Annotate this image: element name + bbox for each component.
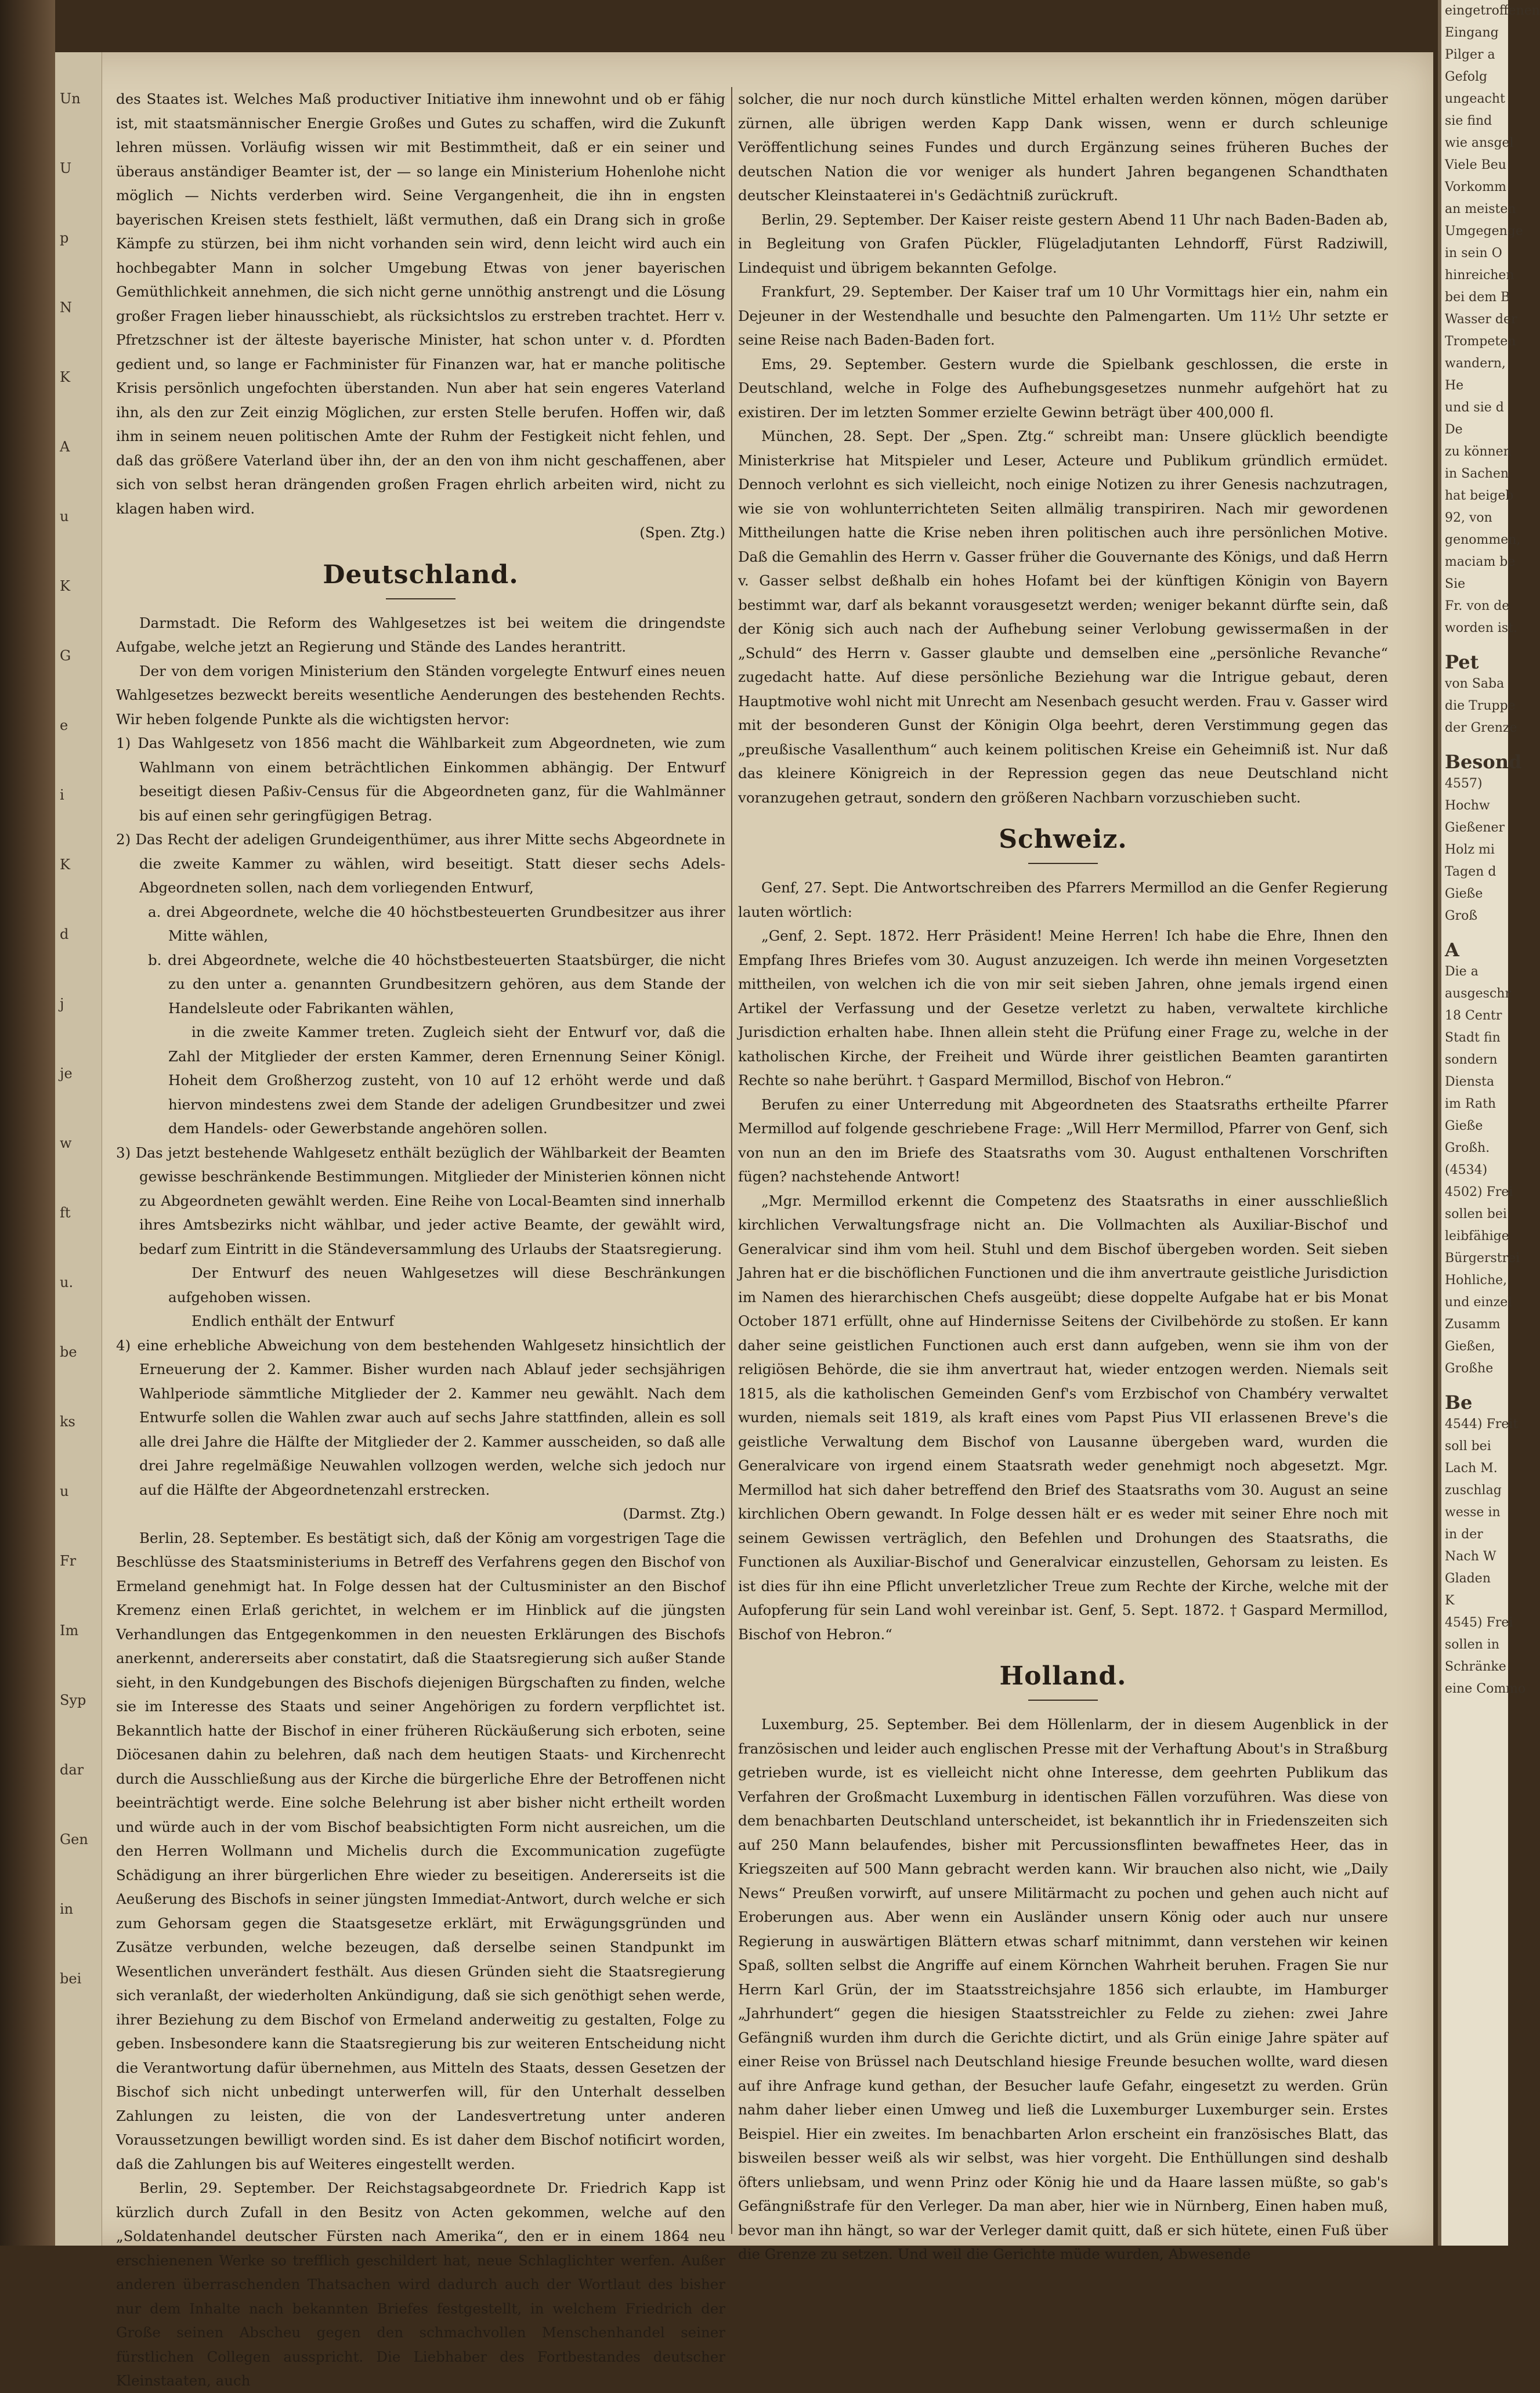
- next-page-fragment: 92, von: [1445, 511, 1492, 525]
- gutter-fragment: w: [60, 1135, 72, 1151]
- next-page-fragment: Fr. von de: [1445, 599, 1510, 613]
- next-page-fragment: Gießener: [1445, 820, 1505, 835]
- gutter-fragment: je: [60, 1065, 73, 1082]
- gutter-fragment: dar: [60, 1762, 84, 1778]
- gutter-fragment: Un: [60, 91, 81, 107]
- gutter-fragment: Im: [60, 1622, 79, 1639]
- next-page-fragment: eingetroffenen: [1445, 3, 1540, 18]
- next-page-fragment: 18 Centr: [1445, 1008, 1502, 1023]
- list-subitem-b: b. drei Abgeordnete, welche die 40 höchstbesteuerten Staatsbürger, die nicht zu den unter a. genannten Grundbesitzern gehören, aus dem Stande der Handelsleute oder Fabrikanten wählen,: [148, 951, 725, 1017]
- next-page-fragment: zuschlag: [1445, 1483, 1502, 1498]
- article-berlin-29: Berlin, 29. September. Der Reichstagsabgeordnete Dr. Friedrich Kapp ist kürzlich durch Zufall in den Besitz von Acten gekommen, welche auf den „Soldatenhandel deutscher Fürsten nach Amerika“, den er in einem 1864 neu erschienenen Werke so trefflich geschildert hat, neue Schlaglichter werfen. Außer anderen überraschenden Thatsachen wird dadurch auch der Wortlaut des bisher nur dem Inhalte nach bekannten Briefes festgestellt, in welchem Friedrich der Große seinen Abscheu gegen den schmachvollen Menschenhandel seiner fürstlichen Collegen ausspricht. Die Liebhaber des Fortbestandes deutscher Kleinstaaten, auch: [116, 2179, 725, 2389]
- gutter-fragment: u: [60, 508, 69, 525]
- gutter-fragment: N: [60, 299, 72, 316]
- next-page-fragment: an meisten: [1445, 202, 1516, 216]
- next-page-fragment: bei dem B: [1445, 290, 1510, 305]
- gutter-fragment: in: [60, 1901, 74, 1917]
- next-page-fragment: leibfähige: [1445, 1229, 1509, 1244]
- scan-background-left: [0, 0, 55, 2246]
- gutter-fragment: bei: [60, 1971, 82, 1987]
- list-item-3: 3) Das jetzt bestehende Wahlgesetz enthält bezüglich der Wählbarkeit der Beamten gewisse beschränkende Bestimmungen. Mitglieder der Ministerien können nicht zu Abgeordneten gewählt werden. Eine Reihe von Local-Beamten sind innerhalb ihres Amtsbezirks nicht wählbar, und jeder active Beamte, der gewählt wird, bedarf zum Eintritt in die Ständeversammlung des Urlaubs der Staatsregierung.: [116, 1144, 725, 1257]
- article-muenchen: München, 28. Sept. Der „Spen. Ztg.“ schreibt man: Unsere glücklich beendigte Ministerkrise hat Mitspieler und Leser, Acteure und Publikum gründlich ermüdet. Dennoch verlohnt es sich vielleicht, noch einige Notizen zu ihrer Genesis nachzutragen, wie sie von wohlunterrichteten Seiten allmälig transpiriren. Nach mir gewordenen Mittheilungen hatte die Krise neben ihren politischen auch ihre persönlichen Motive. Daß die Gemahlin des Herrn v. Gasser früher die Gouvernante des Königs, und daß Herrn v. Gasser selbst deßhalb ein hohes Hofamt bei der künftigen Königin von Bayern bestimmt war, darf als bekannt vorausgesetzt werden; weniger bekannt dürfte sein, daß der König sich auch nach der Aufhebung seiner Verlobung gewissermaßen in der „Schuld“ des Herrn v. Gasser glaubte und demselben eine „persönliche Revanche“ zugedacht hatte. Auf diese persönliche Beziehung war die Intrigue gebaut, deren Hauptmotive wohl nicht mit Unrecht am Nesenbach gesucht werden. Frau v. Gasser wird mit der besonderen Gunst der Königin Olga beehrt, deren Verstimmung gegen das „preußische Vasallenthum“ auch keinem politischen Kreise ein Geheimniß ist. Nur daß das kleinere Königreich in der Repression gegen das neue Deutschland nicht voranzugehen getraut, sondern den größeren Nachbarn vorzuschieben sucht.: [738, 428, 1388, 806]
- next-page-fragment: De: [1445, 422, 1463, 437]
- list-item-1: 1) Das Wahlgesetz von 1856 macht die Wählbarkeit zum Abgeordneten, wie zum Wahlmann von einem beträchtlichen Einkommen abhängig. Der Entwurf beseitigt diesen Paßiv-Census für die Abgeordneten ganz, für die Wahlmänner bis auf einen sehr geringfügigen Betrag.: [116, 735, 725, 824]
- gutter-fragment: j: [60, 996, 64, 1012]
- list-subitem-a: a. drei Abgeordnete, welche die 40 höchstbesteuerten Grundbesitzer aus ihrer Mitte wählen,: [148, 903, 725, 944]
- next-page-fragment: Lach M.: [1445, 1461, 1498, 1476]
- next-page-fragment: Tagen d: [1445, 865, 1496, 879]
- list-item-2: 2) Das Recht der adeligen Grundeigenthümer, aus ihrer Mitte sechs Abgeordnete in die zweite Kammer zu wählen, wird beseitigt. Statt dieser sechs Adels-Abgeordneten sollen, nach dem vorliegenden Entwurf,: [116, 831, 725, 896]
- next-page-fragment: zu können: [1445, 444, 1512, 459]
- next-page-fragment: Pilger a: [1445, 48, 1495, 62]
- next-page-fragment: Gießen,: [1445, 1339, 1495, 1354]
- next-page-fragment: Die a: [1445, 964, 1478, 979]
- next-page-fragment: sondern: [1445, 1053, 1498, 1067]
- next-page-heading: Be: [1445, 1391, 1473, 1414]
- next-page-fragment: Viele Beu: [1445, 158, 1506, 172]
- next-page-fragment: Gieße: [1445, 1119, 1483, 1133]
- next-page-fragment: Vorkomm: [1445, 180, 1506, 194]
- article-darmstadt-lead: Darmstadt. Die Reform des Wahlgesetzes ist bei weitem die dringendste Aufgabe, welche jetzt an Regierung und Stände des Landes herantritt.: [116, 614, 725, 655]
- next-page-fragment: sollen in: [1445, 1637, 1499, 1652]
- gutter-fragment: Syp: [60, 1692, 86, 1708]
- next-page-fragment: sie find: [1445, 114, 1492, 128]
- next-page-fragment: wandern,: [1445, 356, 1506, 371]
- next-page-fragment: 4502) Frei: [1445, 1185, 1513, 1199]
- next-page-fragment: Holz mi: [1445, 843, 1495, 857]
- article-genf: Genf, 27. Sept. Die Antwortschreiben des Pfarrers Mermillod an die Genfer Regierung lauten wörtlich:: [738, 879, 1388, 920]
- article-darmstadt-body: Der von dem vorigen Ministerium den Ständen vorgelegte Entwurf eines neuen Wahlgesetzes bezweckt bereits wesentliche Aenderungen des bestehenden Rechts. Wir heben folgende Punkte als die wichtigsten hervor:: [116, 662, 725, 728]
- gutter-fragment: Fr: [60, 1553, 77, 1569]
- next-page-fragment: Umgegenge: [1445, 224, 1523, 238]
- next-page-fragment: Gladen: [1445, 1571, 1491, 1586]
- next-page-fragment: Großhe: [1445, 1361, 1494, 1376]
- next-page-fragment: Wasser der: [1445, 312, 1517, 327]
- gutter-fragment: d: [60, 926, 69, 942]
- article-luxemburg: Luxemburg, 25. September. Bei dem Höllenlarm, der in diesem Augenblick in der französischen und leider auch englischen Presse mit der Verhaftung About's in Straßburg getrieben wurde, ist es vielleicht nicht ohne Interesse, dem geehrten Publikum das Verfahren der Großmacht Luxemburg in identischen Fällen vorzuführen. Was diese von dem benachbarten Deutschland unterscheidet, ist bekanntlich ihr in Friedenszeiten sich auf 250 Mann belaufendes, bisher mit Percussionsflinten bewaffnetes Heer, das in Kriegszeiten auf 500 Mann gebracht werden kann. Wir brauchen also nicht, wie „Daily News“ Preußen vorwirft, auf unsere Militärmacht zu pochen und gehen auch nicht auf Eroberungen aus. Aber wenn ein Ausländer unsern König oder auch nur unsere Regierung in auswärtigen Blättern etwas scharf mitnimmt, dann verstehen wir keinen Spaß, sollten selbst die Angriffe auf einem Körnchen Wahrheit beruhen. Fragen Sie nur Herrn Karl Grün, der im Staatsstreichsjahre 1856 sich erlaubte, im Hamburger „Jahrhundert“ gegen die hiesigen Staatsstreichler zu Felde zu ziehen: zwei Jahre Gefängniß wurden ihm durch die Gerichte dictirt, und als Grün einige Jahre später auf einer Reise von Brüssel nach Deutschland hiesige Freunde besuchen wollte, ward diesen auf ihre Anfrage kund gethan, der Besucher laufe Gefahr, eingesetzt zu werden. Grün nahm daher lieber einen Umweg und ließ die Luxemburger Luxemburger sein. Erstes Beispiel. Hier ein zweites. Im benachbarten Arlon erscheint ein französisches Blatt, das bisweilen besser weiß als wir selbst, was hier vorgeht. Die Enthüllungen sind deshalb öfters unliebsam, und wenn Prinz oder König hie und da Haare lassen müßte, so gab's Gefängnißstrafe für den Verleger. Da man aber, hier wie in Nürnberg, Einen haben muß, bevor man ihn hängt, so war der Verleger damit quitt, daß er sich hütete, einen Fuß über die Grenze zu setzen. Und weil die Gerichte müde wurden, Abwesende: [738, 1716, 1388, 2262]
- gutter-fragment: K: [60, 856, 70, 873]
- letter-quote-2: „Mgr. Mermillod erkennt die Competenz des Staatsraths in einer ausschließlich kirchlichen Verwaltungsfrage nicht an. Die Vollmachten als Auxiliar-Bischof und Generalvicar sind ihm vom heil. Stuhl und dem Bischof übergeben worden. Seit sieben Jahren hat er die bischöflichen Functionen und die ihm anvertraute geistliche Jurisdiction im Namen des hierarchischen Chefs ausgeübt; diese doppelte Aufgabe hat er bis Monat October 1871 erfüllt, ohne auf Hindernisse Seitens der Civilbehörde zu stoßen. Er kann daher seine geistlichen Functionen auch erst dann aufgeben, wenn sie ihm von der religiösen Behörde, die sie ihm anvertraut hat, wieder entzogen werden. Niemals seit 1815, als die katholischen Gemeinden Genf's vom Erzbischof von Chambéry verwaltet wurden, niemals seit 1819, als kraft eines vom Papst Pius VII erlassenen Breve's die geistliche Verwaltung dem Bischof von Lausanne übergeben ward, wurden die Generalvicare von irgend einem Staatsrath weder genehmigt noch abgesetzt. Mgr. Mermillod hat sich daher betreffend den Brief des Staatsraths vom 30. August an seine kirchlichen Obern gewandt. In Folge dessen hält er es weder mit seiner Ehre noch mit seinem Gewissen verträglich, den Befehlen und Drohungen des Staatsraths, die Functionen als Auxiliar-Bischof und Generalvicar einzustellen, Gehorsam zu leisten. Es ist dies für ihn eine Pflicht unverletzlicher Treue zum Rechte der Kirche, welche mit der Aufopferung für sein Land wohl vereinbar ist. Genf, 5. Sept. 1872. † Gaspard Mermillod, Bischof von Hebron.“: [738, 1192, 1388, 1643]
- list-item-2-continuation: in die zweite Kammer treten. Zugleich sieht der Entwurf vor, daß die Zahl der Mitglieder der ersten Kammer, deren Ernennung Seiner Königl. Hoheit dem Großherzog zusteht, von 10 auf 12 erhöht werde und daß hiervon mindestens zwei dem Stande der adeligen Grundbesitzer und zwei dem Handels- oder Gewerbstande angehören sollen.: [168, 1024, 725, 1137]
- next-page-fragment: He: [1445, 378, 1464, 393]
- right-column: [738, 87, 1388, 2262]
- next-page-fragment: worden ist.: [1445, 621, 1518, 635]
- list-item-3-continuation: Der Entwurf des neuen Wahlgesetzes will diese Beschränkungen aufgehoben wissen.: [168, 1264, 725, 1306]
- next-page-fragment: Sie: [1445, 577, 1466, 591]
- article-berlin-28: Berlin, 28. September. Es bestätigt sich, daß der König am vorgestrigen Tage die Beschlüsse des Staatsministeriums in Betreff des Verfahrens gegen den Bischof von Ermeland genehmigt hat. In Folge dessen hat der Cultusminister an den Bischof Kremenz einen Erlaß gerichtet, in welchem er im Hinblick auf die jüngsten Verhandlungen das Entgegenkommen in den neuesten Erklärungen des Bischofs anerkennt, andererseits aber constatirt, daß die Staatsregierung sich außer Stande sieht, in den Kundgebungen des Bischofs diejenigen Bürgschaften zu finden, welche sie im Interesse des Staats und seiner Angehörigen zu fordern verpflichtet ist. Bekanntlich hatte der Bischof in einer früheren Rückäußerung sich erboten, seine Diöcesanen dahin zu belehren, daß nach dem heutigen Staats- und Kirchenrecht durch die Ausschließung aus der Kirche die bürgerliche Ehre der Betroffenen nicht beeinträchtigt werde. Eine solche Belehrung ist aber bisher nicht ertheilt worden und würde auch in der vom Bischof beabsichtigten Form nicht ausreichen, um die den Herren Wollmann und Michelis durch die Excommunication zugefügte Schädigung an ihrer bürgerlichen Ehre wieder zu beseitigen. Andererseits ist die Aeußerung des Bischofs in seiner jüngsten Immediat-Antwort, durch welche er sich zum Gehorsam gegen die Staatsgesetze erklärt, mit Erwägungsgründen und Zusätze verbunden, welche bezeugen, daß derselbe seinen Standpunkt im Wesentlichen unverändert festhält. Aus diesen Gründen sieht die Staatsregierung sich veranlaßt, der wiederholten Ankündigung, daß sie sich genöthigt sehen werde, ihrer Beziehung zu dem Bischof von Ermeland anderweitig zu gestalten, Folge zu geben. Insbesondere kann die Staatsregierung bis zur weiteren Entscheidung nicht die Verantwortung dafür übernehmen, aus Mitteln des Staats, dessen Gesetzen der Bischof sich nicht unbedingt unterwerfen will, für den Unterhalt desselben Zahlungen zu leisten, die von der Landesvertretung unter anderen Voraussetzungen bewilligt worden sind. Es ist daher dem Bischof notificirt worden, daß die Zahlungen bis auf Weiteres eingestellt werden.: [116, 1529, 725, 2173]
- next-page-fragment: Großh.: [1445, 1141, 1490, 1155]
- next-page-fragment: (4534): [1445, 1163, 1488, 1177]
- next-page-fragment: 4544) Freit: [1445, 1417, 1519, 1432]
- next-page-heading: Pet: [1445, 651, 1479, 673]
- section-heading-deutschland: Deutschland.: [116, 558, 725, 599]
- next-page-fragment: Eingang: [1445, 26, 1499, 40]
- next-page-fragment: im Rath: [1445, 1097, 1496, 1111]
- next-page-fragment: 4545) Frei: [1445, 1615, 1513, 1630]
- next-page-fragment: und sie d: [1445, 400, 1504, 415]
- previous-page-gutter: [55, 52, 102, 2246]
- next-page-fragment: hinreichen: [1445, 268, 1514, 283]
- source-citation: (Darmst. Ztg.): [623, 1505, 725, 1522]
- next-page-fragment: hat beigeb: [1445, 489, 1514, 503]
- next-page-fragment: Hochw: [1445, 798, 1490, 813]
- next-page-fragment: Diensta: [1445, 1075, 1495, 1089]
- article-frankfurt: Frankfurt, 29. September. Der Kaiser traf um 10 Uhr Vormittags hier ein, nahm ein Dejeuner in der Westendhalle und besuchte den Palmengarten. Um 11½ Uhr setzte er seine Reise nach Baden-Baden fort.: [738, 283, 1388, 348]
- list-item-3-end: Endlich enthält der Entwurf: [191, 1313, 395, 1329]
- section-heading-schweiz: Schweiz.: [738, 822, 1388, 864]
- next-page-fragment: 4557): [1445, 776, 1483, 791]
- next-page-fragment: ungeacht: [1445, 92, 1505, 106]
- gutter-fragment: K: [60, 369, 70, 385]
- next-page-fragment: von Saba: [1445, 677, 1505, 691]
- gutter-fragment: ft: [60, 1205, 71, 1221]
- next-page-fragment: Nach W: [1445, 1549, 1496, 1564]
- gutter-fragment: Gen: [60, 1831, 88, 1848]
- next-page-fragment: Bürgerstrei: [1445, 1251, 1520, 1266]
- next-page-fragment: in sein O: [1445, 246, 1502, 261]
- next-page-fragment: K: [1445, 1593, 1455, 1608]
- gutter-fragment: U: [60, 160, 72, 176]
- article-ems: Ems, 29. September. Gestern wurde die Spielbank geschlossen, die erste in Deutschland, welche in Folge des Aufhebungsgesetzes nunmehr aufgehört hat zu existiren. Der im letzten Sommer erzielte Gewinn beträgt über 400,000 fl.: [738, 355, 1388, 421]
- next-page-fragment: in Sachen: [1445, 467, 1509, 481]
- gutter-fragment: K: [60, 578, 70, 594]
- next-page-heading: Besond: [1445, 751, 1522, 773]
- list-item-4: 4) eine erhebliche Abweichung von dem bestehenden Wahlgesetz hinsichtlich der Erneuerung der 2. Kammer. Bisher wurden nach Ablauf jeder sechsjährigen Wahlperiode sämmtliche Mitglieder der 2. Kammer neu gewählt. Nach dem Entwurfe sollen die Wahlen zwar auch auf sechs Jahre stattfinden, allein es soll alle drei Jahre die Hälfte der Mitglieder der 2. Kammer ausscheiden, so daß alle drei Jahre regelmäßige Neuwahlen vollzogen werden, welche sich jedoch nur auf die Hälfte der Abgeordnetenzahl erstrecken.: [116, 1336, 725, 1498]
- next-page-fragment: die Truppe: [1445, 699, 1516, 713]
- next-page-fragment: der Grenze: [1445, 721, 1517, 735]
- article-berlin: Berlin, 29. September. Der Kaiser reiste gestern Abend 11 Uhr nach Baden-Baden ab, in Begleitung von Grafen Pückler, Flügeladjutanten Lehndorff, Fürst Radziwill, Lindequist und übrigem bekannten Gefolge.: [738, 211, 1388, 276]
- next-page-fragment: Stadt fin: [1445, 1031, 1501, 1045]
- gutter-fragment: be: [60, 1344, 77, 1360]
- next-page-fragment: maciam be: [1445, 555, 1516, 569]
- next-page-fragment: sollen bei: [1445, 1207, 1507, 1221]
- column-divider: [731, 87, 732, 2234]
- next-page-fragment: und einzel: [1445, 1295, 1512, 1310]
- gutter-fragment: A: [60, 439, 70, 455]
- section-heading-holland: Holland.: [738, 1659, 1388, 1701]
- next-page-fragment: Hohliche,: [1445, 1273, 1508, 1288]
- gutter-fragment: i: [60, 787, 64, 803]
- gutter-fragment: u.: [60, 1274, 74, 1291]
- next-page-fragment: eine Commo: [1445, 1682, 1526, 1696]
- next-page-fragment: Gieße: [1445, 887, 1483, 901]
- left-column: [116, 87, 725, 2389]
- next-page-fragment: wesse in: [1445, 1505, 1501, 1520]
- next-page-fragment: Schränke: [1445, 1660, 1506, 1674]
- next-page-fragment: Gefolg: [1445, 70, 1488, 84]
- next-page-fragment: wie ansgel: [1445, 136, 1514, 150]
- next-page-fragment: genommen,: [1445, 533, 1521, 547]
- next-page-fragment: in der: [1445, 1527, 1483, 1542]
- next-page-edge: [1438, 0, 1540, 2246]
- next-page-fragment: ausgeschr: [1445, 986, 1511, 1001]
- next-page-fragment: Zusamm: [1445, 1317, 1501, 1332]
- next-page-fragment: Trompeten: [1445, 334, 1516, 349]
- gutter-fragment: e: [60, 717, 68, 733]
- gutter-fragment: ks: [60, 1414, 75, 1430]
- gutter-fragment: p: [60, 230, 69, 246]
- intro-paragraph: solcher, die nur noch durch künstliche Mittel erhalten werden können, mögen darüber zürnen, alle übrigen werden Kapp Dank wissen, wenn er durch schleunige Veröffentlichung seines Fundes und durch Ergänzung seines früheren Buches der deutschen Nation die vor weniger als hundert Jahren begangenen Schandthaten deutscher Kleinstaaterei in's Gedächtniß zurückruft.: [738, 91, 1388, 204]
- intro-paragraph: des Staates ist. Welches Maß productiver Initiative ihm innewohnt und ob er fähig ist, mit staatsmännischer Energie Großes und Gutes zu schaffen, wird die Zukunft lehren müssen. Vorläufig wissen wir mit Bestimmtheit, daß er ein seiner und überaus anständiger Beamter ist, der — so lange ein Ministerium Hohenlohe nicht möglich — Nichts verderben wird. Seine Vergangenheit, die ihn in engsten bayerischen Kreisen stets festhielt, läßt vermuthen, daß ein Drang sich in große Kämpfe zu stürzen, bei ihm nicht vorhanden sein wird, denn leicht wird auch ein hochbegabter Mann in solcher Umgebung Etwas von jener bayerischen Gemüthlichkeit annehmen, die sich nicht gerne unnöthig anstrengt und die Lösung großer Fragen lieber hinausschiebt, als rücksichtslos zu erstreben trachtet. Herr v. Pfretzschner ist der älteste bayerische Minister, hat schon unter v. d. Pfordten gedient und, so lange er Fachminister für Finanzen war, hat er manche politische Krisis persönlich ungefochten überstanden. Nun aber hat sein engeres Vaterland ihn, als den zur Zeit einzig Möglichen, zur ersten Stelle berufen. Hoffen wir, daß ihm in seinem neuen politischen Amte der Ruhm der Festigkeit nicht fehlen, und daß das größere Vaterland über ihn, der an den von ihm nicht geschaffenen, aber sich von selbst heran drängenden großen Fragen ehrlich arbeiten wird, nicht zu klagen haben wird.: [116, 91, 725, 517]
- next-page-fragment: soll bei: [1445, 1439, 1491, 1454]
- next-page-heading: A: [1445, 939, 1459, 961]
- source-citation: (Spen. Ztg.): [639, 524, 725, 541]
- article-berufen: Berufen zu einer Unterredung mit Abgeordneten des Staatsraths ertheilte Pfarrer Mermillod auf folgende geschriebene Frage: „Will Herr Mermillod, Pfarrer von Genf, sich von nun an den im Briefe des Staatsraths vom 30. August enthaltenen Vorschriften fügen? nachstehende Antwort!: [738, 1096, 1388, 1185]
- gutter-fragment: G: [60, 648, 71, 664]
- letter-quote-1: „Genf, 2. Sept. 1872. Herr Präsident! Meine Herren! Ich habe die Ehre, Ihnen den Empfang Ihres Briefes vom 30. August anzuzeigen. Ich werde ihn meinen Vorgesetzten mittheilen, von welchen ich die von mir seit sieben Jahren, ohne jemals irgend einen Artikel der Verfassung und der Gesetze verletzt zu haben, verwaltete kirchliche Jurisdiction erhalten habe. Ihnen allein steht die Prüfung einer Frage zu, welche in der katholischen Kirche, der Freiheit und Würde ihrer geistlichen Beamten garantirten Rechte so nahe berührt. † Gaspard Mermillod, Bischof von Hebron.“: [738, 927, 1388, 1089]
- gutter-fragment: u: [60, 1483, 69, 1499]
- next-page-fragment: Groß: [1445, 909, 1478, 923]
